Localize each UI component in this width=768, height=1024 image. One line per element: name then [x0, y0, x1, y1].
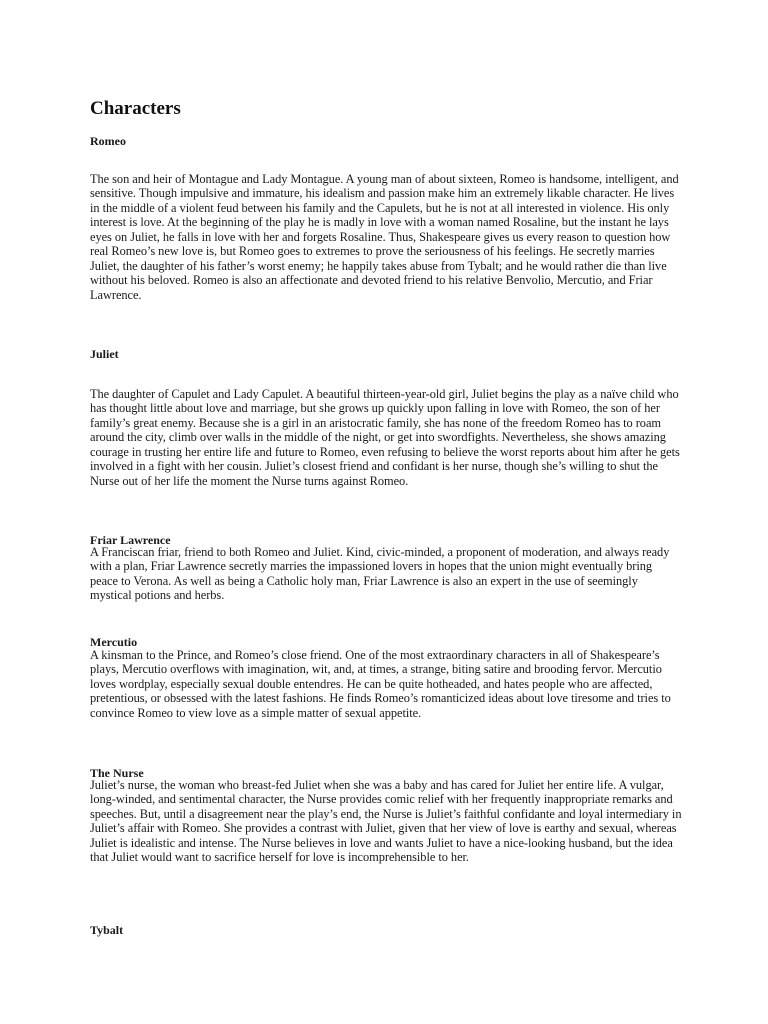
- heading-juliet: Juliet: [90, 347, 119, 361]
- paragraph-the-nurse: Juliet’s nurse, the woman who breast-fed Juliet when she was a baby and has cared for Juliet her entire life. A vulgar, long-winded, and sentimental character, the Nurse provides comic relief with her frequently inappropriate remarks and speeches. But, until a disagreement near the play’s end, the Nurse is Juliet’s faithful confidante and loyal intermediary in Juliet’s affair with Romeo. She provides a contrast with Juliet, given that her view of love is earthy and sexual, whereas Juliet is idealistic and intense. The Nurse believes in love and wants Juliet to have a nice-looking husband, but the idea that Juliet would want to sacrifice herself for love is incomprehensible to her.: [90, 778, 682, 865]
- heading-romeo: Romeo: [90, 134, 126, 148]
- heading-tybalt: Tybalt: [90, 923, 124, 937]
- paragraph-juliet: The daughter of Capulet and Lady Capulet. A beautiful thirteen-year-old girl, Juliet begins the play as a naïve child who has thought little about love and marriage, but she grows up quickly upon falling in love with Romeo, the son of her family’s great enemy. Because she is a girl in an aristocratic family, she has none of the freedom Romeo has to roam around the city, climb over walls in the middle of the night, or get into swordfights. Nevertheless, she shows amazing courage in trusting her entire life and future to Romeo, even refusing to believe the worst reports about him after he gets involved in a fight with her cousin. Juliet’s closest friend and confidant is her nurse, though she’s willing to shut the Nurse out of her life the moment the Nurse turns against Romeo.: [90, 387, 680, 488]
- page-title: Characters: [90, 98, 181, 119]
- paragraph-romeo: The son and heir of Montague and Lady Montague. A young man of about sixteen, Romeo is handsome, intelligent, and sensitive. Though impulsive and immature, his idealism and passion make him an extremely likable character. He lives in the middle of a violent feud between his family and the Capulets, but he is not at all interested in violence. His only interest is love. At the beginning of the play he is madly in love with a woman named Rosaline, but the instant he lays eyes on Juliet, he falls in love with her and forgets Rosaline. Thus, Shakespeare gives us every reason to question how real Romeo’s new love is, but Romeo goes to extremes to prove the seriousness of his feelings. He secretly marries Juliet, the daughter of his father’s worst enemy; he happily takes abuse from Tybalt; and he would rather die than live without his beloved. Romeo is also an affectionate and devoted friend to his relative Benvolio, Mercutio, and Friar Lawrence.: [90, 172, 679, 302]
- heading-friar-lawrence: Friar Lawrence: [90, 533, 171, 547]
- paragraph-mercutio: A kinsman to the Prince, and Romeo’s close friend. One of the most extraordinary characters in all of Shakespeare’s plays, Mercutio overflows with imagination, wit, and, at times, a strange, biting satire and brooding fervor. Mercutio loves wordplay, especially sexual double entendres. He can be quite hotheaded, and hates people who are affected, pretentious, or obsessed with the latest fashions. He finds Romeo’s romanticized ideas about love tiresome and tries to convince Romeo to view love as a simple matter of sexual appetite.: [90, 648, 671, 720]
- heading-mercutio: Mercutio: [90, 635, 138, 649]
- paragraph-friar-lawrence: A Franciscan friar, friend to both Romeo and Juliet. Kind, civic-minded, a proponent of moderation, and always ready with a plan, Friar Lawrence secretly marries the impassioned lovers in hopes that the union might eventually bring peace to Verona. As well as being a Catholic holy man, Friar Lawrence is also an expert in the use of seemingly mystical potions and herbs.: [90, 545, 670, 603]
- heading-the-nurse: The Nurse: [90, 766, 144, 780]
